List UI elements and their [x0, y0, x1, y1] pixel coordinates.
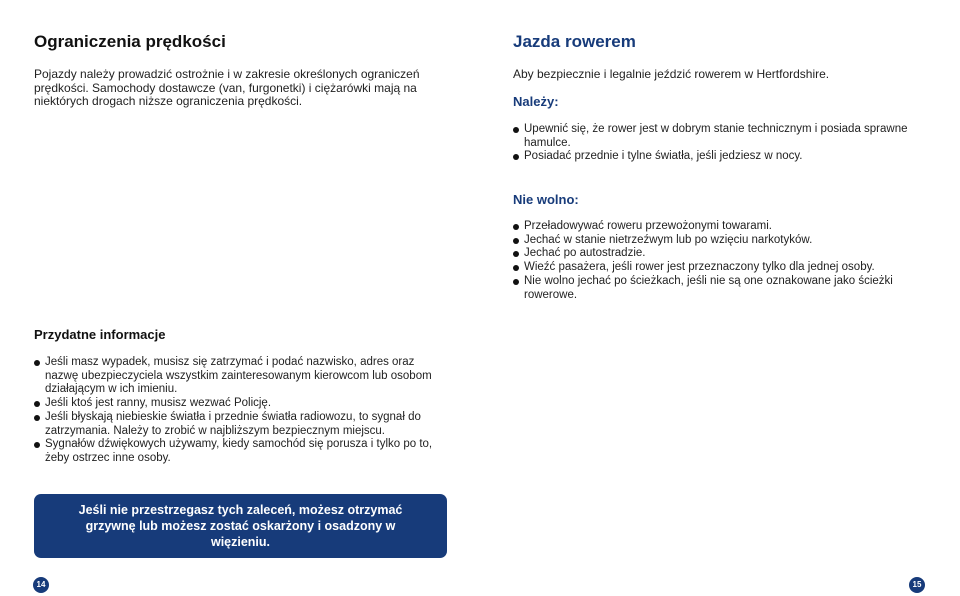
must-not-list [513, 220, 893, 302]
list-item: Upewnić się, że rower jest w dobrym stanie technicznym i posiada sprawne hamulce. [513, 123, 913, 150]
useful-info-list [34, 356, 446, 466]
list-item: Posiadać przednie i tylne światła, jeśli jedziesz w nocy. [513, 150, 913, 164]
page-number-left: 14 [33, 577, 49, 593]
speed-limits-text: Pojazdy należy prowadzić ostrożnie i w zakresie określonych ograniczeń prędkości. Samochody dostawcze (van, furgonetki) i ciężarówki mają na niektórych drogach niższe ograniczenia prędkości. [34, 67, 420, 108]
list-item: Sygnałów dźwiękowych używamy, kiedy samochód się porusza i tylko po to, żeby ostrzec inne osoby. [34, 438, 446, 465]
warning-box [34, 494, 447, 558]
list-item: Nie wolno jechać po ścieżkach, jeśli nie są one oznakowane jako ścieżki rowerowe. [513, 275, 893, 302]
cycling-title: Jazda rowerem [513, 32, 636, 51]
list-item: Jeśli błyskają niebieskie światła i przednie światła radiowozu, to sygnał do zatrzymania. Należy to zrobić w najbliższym bezpiecznym miejscu. [34, 411, 446, 438]
list-item: Jechać w stanie nietrzeźwym lub po wzięciu narkotyków. [513, 234, 893, 248]
warning-text: Jeśli nie przestrzegasz tych zaleceń, możesz otrzymać grzywnę lub możesz zostać oskarżony i osadzony w więzieniu. [78, 503, 403, 549]
page-number-right: 15 [909, 577, 925, 593]
list-item: Jeśli ktoś jest ranny, musisz wezwać Policję. [34, 397, 446, 411]
list-item: Jeśli masz wypadek, musisz się zatrzymać i podać nazwisko, adres oraz nazwę ubezpieczyciela wszystkim zainteresowanym kierowcom lub osobom działającym w ich imieniu. [34, 356, 446, 397]
must-title: Należy: [513, 94, 559, 109]
must-list [513, 123, 913, 164]
must-not-title: Nie wolno: [513, 192, 579, 207]
useful-info-title: Przydatne informacje [34, 327, 166, 342]
list-item: Przeładowywać roweru przewożonymi towarami. [513, 220, 893, 234]
speed-limits-title: Ograniczenia prędkości [34, 32, 226, 51]
cycling-intro: Aby bezpiecznie i legalnie jeździć rowerem w Hertfordshire. [513, 67, 830, 81]
list-item: Wieźć pasażera, jeśli rower jest przeznaczony tylko dla jednej osoby. [513, 261, 893, 275]
list-item: Jechać po autostradzie. [513, 247, 893, 261]
